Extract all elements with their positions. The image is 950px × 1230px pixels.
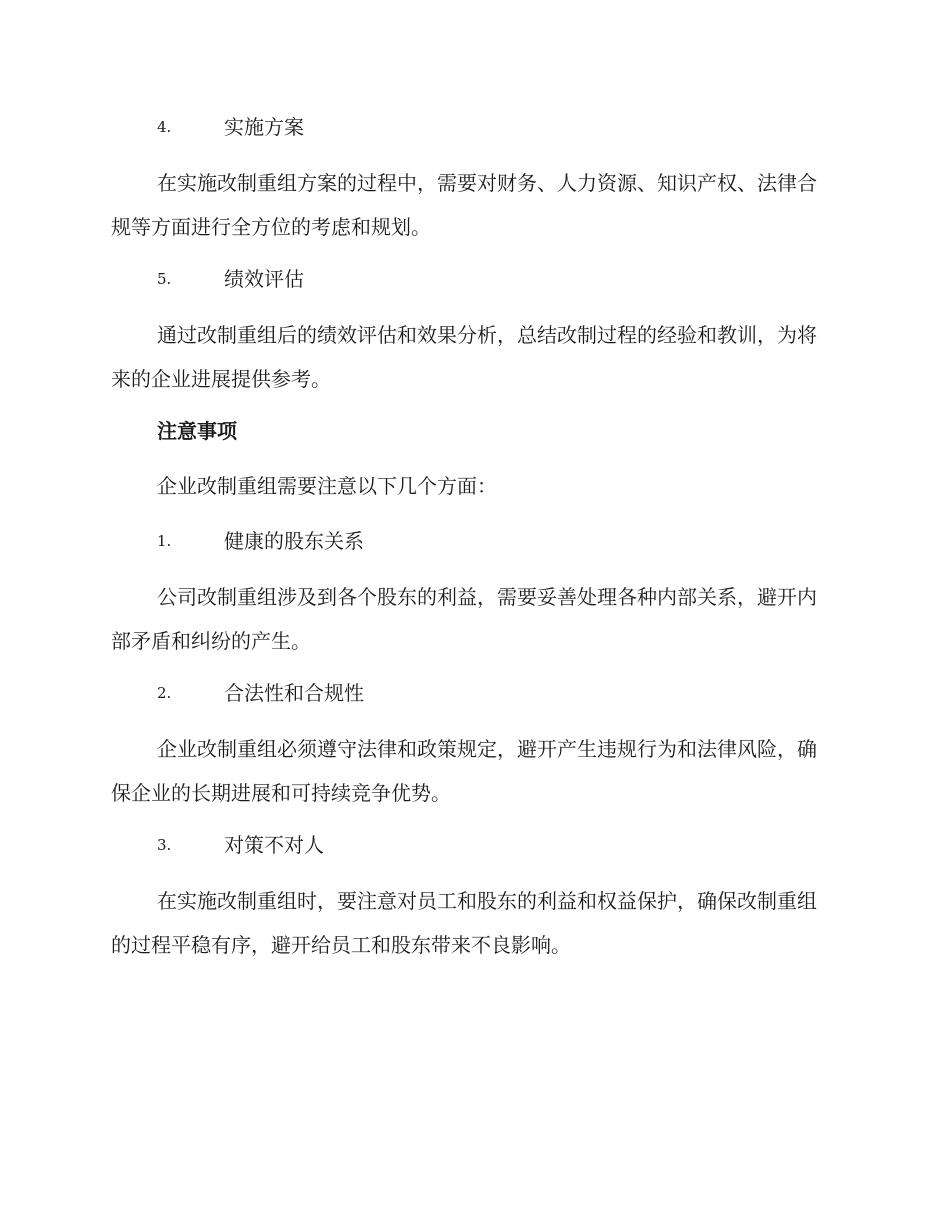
list-title: 对策不对人	[224, 833, 324, 857]
list-number: 1.	[157, 532, 172, 550]
paragraph: 公司改制重组涉及到各个股东的利益，需要妥善处理各种内部关系，避开内部矛盾和纠纷的产生。	[111, 585, 817, 653]
section-heading: 注意事项	[157, 419, 237, 443]
paragraph: 企业改制重组必须遵守法律和政策规定，避开产生违规行为和法律风险，确保企业的长期进展和可持续竞争优势。	[111, 737, 817, 805]
list-title: 健康的股东关系	[224, 529, 364, 553]
paragraph: 在实施改制重组方案的过程中，需要对财务、人力资源、知识产权、法律合规等方面进行全方位的考虑和规划。	[111, 171, 817, 239]
intro-paragraph: 企业改制重组需要注意以下几个方面：	[157, 474, 497, 498]
list-number: 4.	[157, 118, 172, 136]
list-number: 5.	[157, 270, 172, 288]
list-title: 实施方案	[224, 115, 304, 139]
list-title: 合法性和合规性	[224, 681, 364, 705]
list-title: 绩效评估	[224, 267, 304, 291]
list-number: 2.	[157, 684, 172, 702]
paragraph: 在实施改制重组时，要注意对员工和股东的利益和权益保护，确保改制重组的过程平稳有序，避开给员工和股东带来不良影响。	[111, 889, 817, 957]
paragraph: 通过改制重组后的绩效评估和效果分析，总结改制过程的经验和教训，为将来的企业进展提供参考。	[111, 323, 817, 391]
list-number: 3.	[157, 836, 172, 854]
